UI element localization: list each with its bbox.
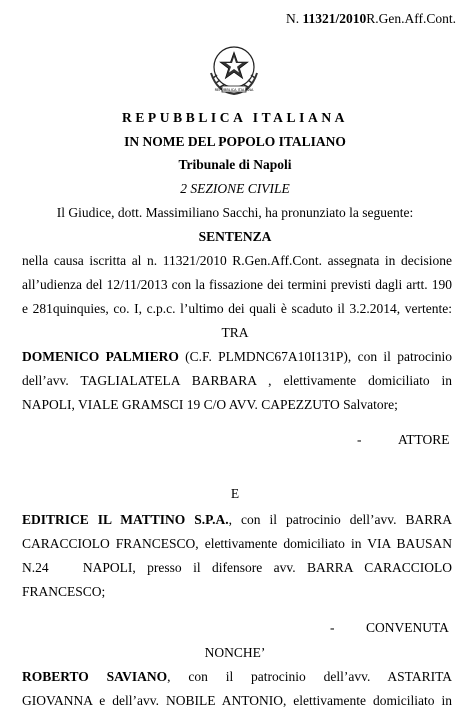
emblem-motto: REPUBBLICA ITALIANA (214, 88, 254, 92)
attore-line-1 (22, 349, 452, 365)
people-title: IN NOME DEL POPOLO ITALIANO (124, 134, 346, 149)
tra-label: TRA (221, 325, 249, 340)
attore-role: ATTORE (398, 432, 450, 447)
terzo-name: ROBERTO SAVIANO (22, 669, 168, 684)
paragraph-line: e 281quinquies, co. I, c.p.c. l’ultimo dei quali è scaduto il 3.2.2014, vertente: (22, 301, 452, 316)
case-number-value: 11321/2010 (302, 11, 367, 26)
convenuta-role: CONVENUTA (366, 620, 449, 635)
attore-name: DOMENICO PALMIERO (22, 349, 179, 364)
attore-line-2: dell’avv. TAGLIALATELA BARBARA , elettivamente domiciliato in (22, 373, 452, 388)
e-label: E (230, 486, 240, 501)
convenuta-line-3: N.24 NAPOLI, presso il difensore avv. BARRA CARACCIOLO (22, 560, 452, 575)
judge-line: Il Giudice, dott. Massimiliano Sacchi, ha pronunziato la seguente: (56, 205, 414, 220)
paragraph-line: nella causa iscritta al n. 11321/2010 R.Gen.Aff.Cont. assegnata in decisione (22, 253, 452, 268)
convenuta-name: EDITRICE IL MATTINO S.P.A. (22, 512, 229, 527)
case-number-suffix: R.Gen.Aff.Cont. (366, 11, 456, 26)
sentenza-title: SENTENZA (198, 229, 272, 244)
attore-dash: - (357, 432, 362, 447)
court-title: Tribunale di Napoli (178, 157, 292, 172)
section-title: 2 SEZIONE CIVILE (180, 181, 290, 196)
case-number (286, 11, 456, 27)
republic-emblem-icon (205, 40, 263, 98)
convenuta-line-4: FRANCESCO; (22, 584, 106, 599)
convenuta-dash: - (330, 620, 335, 635)
terzo-line-2: GIOVANNA e dell’avv. NOBILE ANTONIO, elettivamente domiciliato in (22, 693, 452, 708)
attore-line-1-rest: (C.F. PLMDNC67A10I131P), con il patrocinio (185, 349, 452, 364)
convenuta-line-1-rest: , con il patrocinio dell’avv. BARRA (228, 512, 452, 527)
convenuta-line-1 (22, 512, 452, 528)
terzo-line-1-rest: , con il patrocinio dell’avv. ASTARITA (167, 669, 452, 684)
paragraph-line: all’udienza del 12/11/2013 con la fissazione dei termini previsti dagli artt. 190 (22, 277, 452, 292)
case-number-prefix: N. (285, 11, 300, 26)
nonche-label: NONCHE’ (204, 645, 266, 660)
republic-title: REPUBBLICA ITALIANA (121, 110, 349, 125)
terzo-line-1 (22, 669, 452, 685)
attore-line-3: NAPOLI, VIALE GRAMSCI 19 C/O AVV. CAPEZZUTO Salvatore; (22, 397, 398, 412)
convenuta-line-2: CARACCIOLO FRANCESCO, elettivamente domiciliato in VIA BAUSAN (22, 536, 452, 551)
